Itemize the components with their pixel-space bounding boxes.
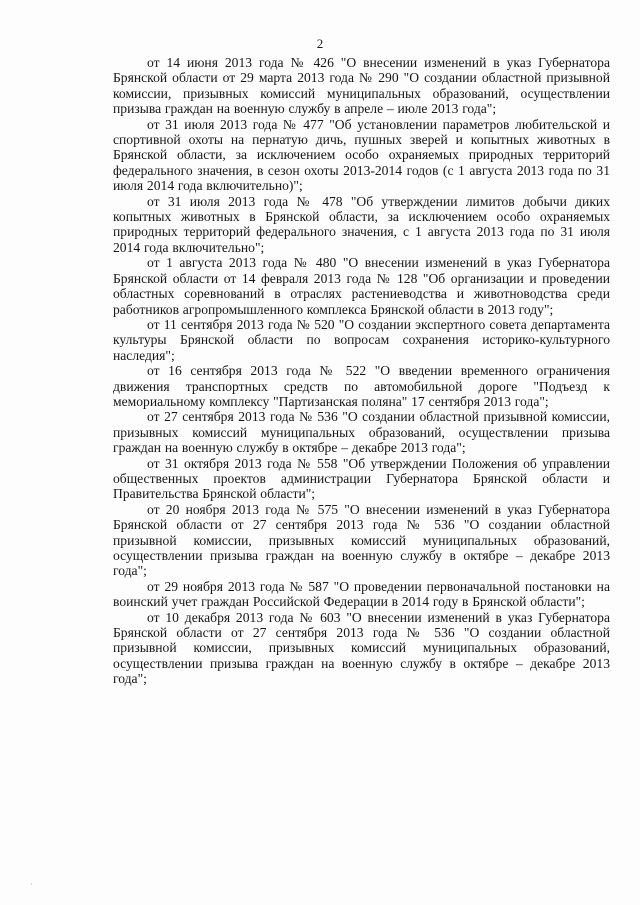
scan-mark: · — [30, 880, 33, 889]
decree-item: от 14 июня 2013 года № 426 "О внесении изменений в указ Губернатора Брянской области от 29 марта 2013 года № 290 "О создании областной призывной комиссии, призывных комиссий муниципальных образований, осуществлении призыва граждан на военную службу в апреле – июле 2013 года"; — [113, 55, 610, 117]
decree-item: от 10 декабря 2013 года № 603 "О внесении изменений в указ Губернатора Брянской области от 27 сентября 2013 года № 536 "О создании областной призывной комиссии, призывных комиссий муниципальных образований, осуществлении призыва граждан на военную службу в октябре – декабре 2013 года"; — [113, 609, 610, 687]
decree-item: от 20 ноября 2013 года № 575 "О внесении изменений в указ Губернатора Брянской области от 27 сентября 2013 года № 536 "О создании областной призывной комиссии, призывных комиссий муниципальных образований, осуществлении призыва граждан на военную службу в октябре – декабре 2013 года"; — [113, 501, 610, 579]
decree-item: от 11 сентября 2013 года № 520 "О создании экспертного совета департамента культуры Брянской области по вопросам сохранения историко-культурного наследия"; — [113, 316, 610, 363]
decree-list — [113, 55, 610, 687]
decree-item: от 31 июля 2013 года № 477 "Об установлении параметров любительской и спортивной охоты на пернатую дичь, пушных зверей и копытных животных в Брянской области, за исключением особо охраняемых природных территорий федерального значения, в сезон охоты 2013-2014 годов (с 1 августа 2013 года по 31 июля 2014 года включительно)"; — [113, 116, 610, 194]
decree-item: от 16 сентября 2013 года № 522 "О введении временного ограничения движения транспортных средств по автомобильной дороге "Подъезд к мемориальному комплексу "Партизанская поляна" 17 сентября 2013 года"; — [113, 363, 610, 409]
page-number: 2 — [316, 36, 324, 51]
decree-item: от 29 ноября 2013 года № 587 "О проведении первоначальной постановки на воинский учет граждан Российской Федерации в 2014 году в Брянской области"; — [113, 578, 610, 610]
decree-item: от 31 октября 2013 года № 558 "Об утверждении Положения об управлении общественных проектов администрации Губернатора Брянской области и Правительства Брянской области"; — [113, 455, 610, 502]
decree-item: от 27 сентября 2013 года № 536 "О создании областной призывной комиссии, призывных комиссий муниципальных образований, осуществлении призыва граждан на военную службу в октябре – декабре 2013 года"; — [113, 409, 610, 456]
decree-item: от 31 июля 2013 года № 478 "Об утверждении лимитов добычи диких копытных животных в Брянской области, за исключением особо охраняемых природных территорий федерального значения, с 1 августа 2013 года по 31 июля 2014 года включительно"; — [113, 193, 610, 255]
decree-item: от 1 августа 2013 года № 480 "О внесении изменений в указ Губернатора Брянской области от 14 февраля 2013 года № 128 "Об организации и проведении областных соревнований в отраслях растениеводства и животноводства среди работников агропромышленного комплекса Брянской области в 2013 году"; — [113, 255, 610, 317]
